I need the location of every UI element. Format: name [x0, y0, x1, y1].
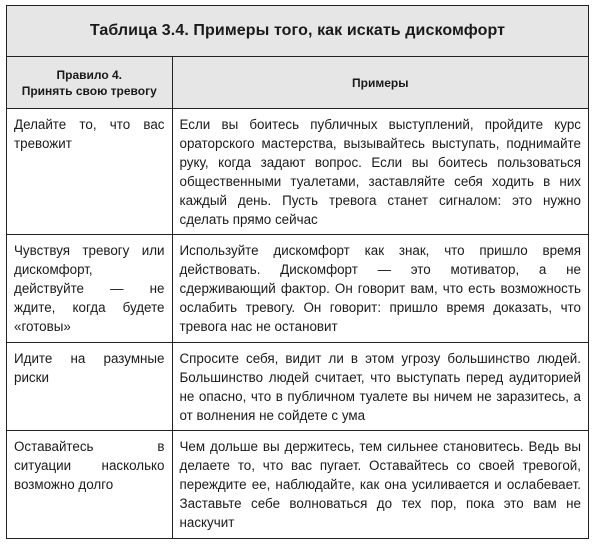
- header-rule: [7, 57, 172, 109]
- example-cell: Чем дольше вы держитесь, тем сильнее становитесь. Ведь вы делаете то, что вас пугает. Оставайтесь со своей тревогой, переждите ее, наблюдайте, как она усиливается и ослабевает. Заставьте себе волноваться до тех пор, пока это вам не наскучит: [179, 439, 581, 530]
- rule-cell: Делайте то, что вас тревожит: [7, 109, 172, 235]
- table-row: [7, 343, 588, 431]
- table-header-row: [7, 57, 588, 109]
- rule-cell: Идите на разумные риски: [7, 343, 172, 431]
- discomfort-table: [7, 57, 588, 538]
- table-caption: Таблица 3.4. Примеры того, как искать дискомфорт: [7, 6, 588, 57]
- header-examples: Примеры: [172, 57, 588, 109]
- rule-cell: Оставайтесь в ситуации насколько возможно долго: [7, 431, 172, 539]
- table: [6, 5, 589, 539]
- table-row: [7, 431, 588, 539]
- example-cell: Если вы боитесь публичных выступлений, пройдите курс ораторского мастерства, вызывайтесь выступать, поднимайте руку, когда задают вопрос. Если вы боитесь пользоваться общественными туалетами, заставляйте себя ходить в них каждый день. Пусть тревога станет сигналом: это нужно сделать прямо сейчас: [172, 109, 588, 235]
- table-row: [7, 109, 588, 235]
- header-rule-line2: Принять свою тревогу: [21, 83, 157, 98]
- example-cell: Спросите себя, видит ли в этом угрозу большинство людей. Большинство людей считает, что выступать перед аудиторией не опасно, что в публичном туалете вы ничем не заразитесь, а от волнения не сойдете с ума: [172, 343, 588, 431]
- table-row: [7, 235, 588, 343]
- rule-cell: Чувствуя тревогу или дискомфорт, действуйте — не ждите, когда будете «готовы»: [7, 235, 172, 343]
- header-rule-line1: Правило 4.: [56, 67, 123, 82]
- example-cell: Используйте дискомфорт как знак, что пришло время действовать. Дискомфорт — это мотиватор, а не сдерживающий фактор. Он говорит вам, что есть возможность ослабить тревогу. Он говорит: пришло время доказать, что тревога нас не остановит: [172, 235, 588, 343]
